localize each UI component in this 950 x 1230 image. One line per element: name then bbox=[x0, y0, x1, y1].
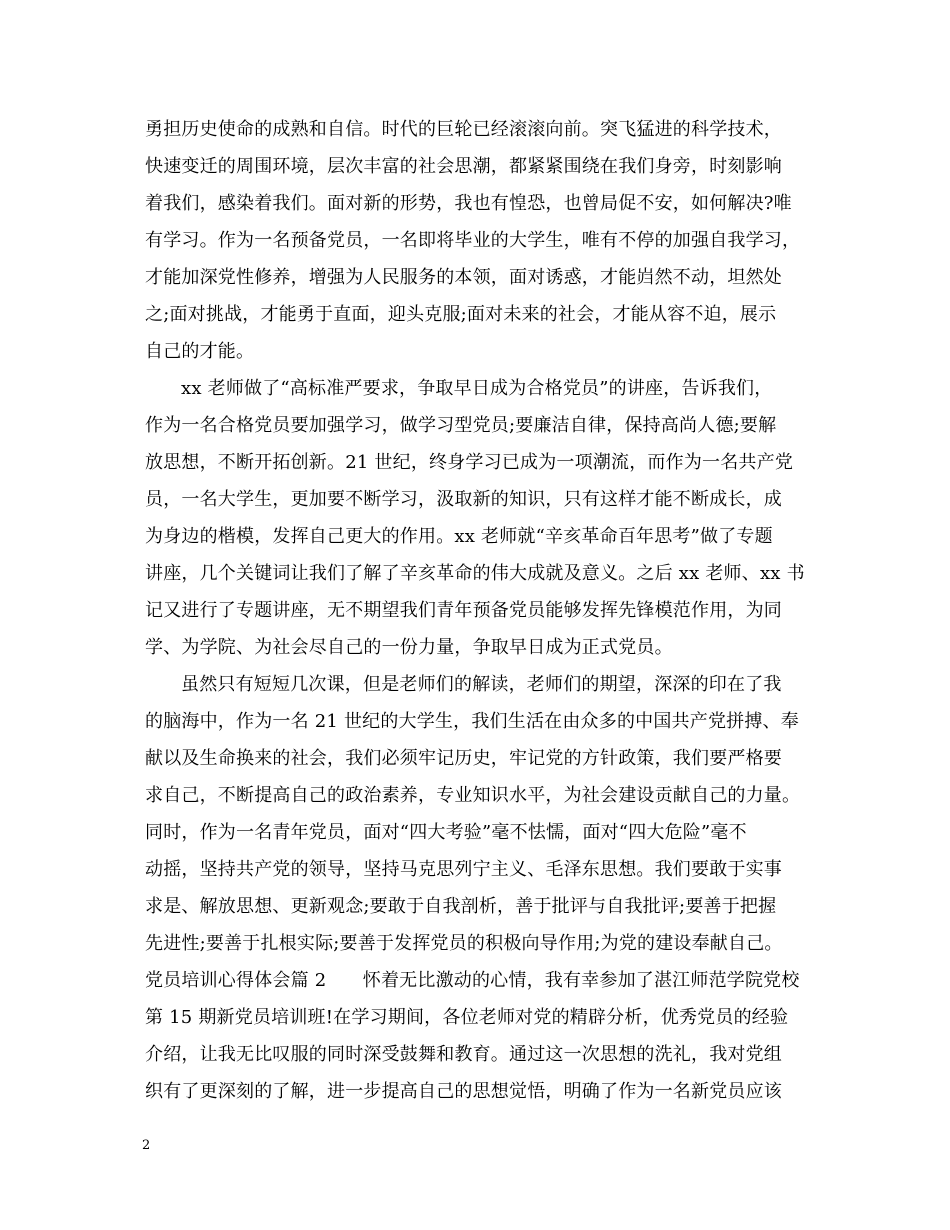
page-number: 2 bbox=[142, 1138, 151, 1153]
text-line: 才能加深党性修养，增强为人民服务的本领，面对诱惑，才能岿然不动，坦然处 bbox=[145, 267, 782, 288]
text-line: 先进性;要善于扎根实际;要善于发挥党员的积极向导作用;为党的建设奉献自己。 bbox=[145, 933, 783, 954]
text-line: 求自己，不断提高自己的政治素养，专业知识水平，为社会建设贡献自己的力量。 bbox=[145, 785, 801, 806]
text-line: 第 15 期新党员培训班!在学习期间，各位老师对党的精辟分析，优秀党员的经验 bbox=[145, 1007, 789, 1028]
text-line: 勇担历史使命的成熟和自信。时代的巨轮已经滚滚向前。突飞猛进的科学技术， bbox=[145, 119, 782, 140]
text-line: 织有了更深刻的了解，进一步提高自己的思想觉悟，明确了作为一名新党员应该 bbox=[145, 1081, 782, 1102]
text-line: 自己的才能。 bbox=[145, 341, 255, 362]
text-line: 介绍，让我无比叹服的同时深受鼓舞和教育。通过这一次思想的洗礼，我对党组 bbox=[145, 1044, 782, 1065]
text-line: 的脑海中，作为一名 21 世纪的大学生，我们生活在由众多的中国共产党拼搏、奉 bbox=[145, 711, 799, 732]
text-line: 快速变迁的周围环境，层次丰富的社会思潮，都紧紧围绕在我们身旁，时刻影响 bbox=[145, 156, 782, 177]
text-line: 记又进行了专题讲座，无不期望我们青年预备党员能够发挥先锋模范作用，为同 bbox=[145, 600, 782, 621]
text-line: xx 老师做了“高标准严要求，争取早日成为合格党员”的讲座，告诉我们， bbox=[181, 378, 773, 399]
text-line: 作为一名合格党员要加强学习，做学习型党员;要廉洁自律，保持高尚人德;要解 bbox=[145, 415, 777, 436]
text-line: 员，一名大学生，更加要不断学习，汲取新的知识，只有这样才能不断成长，成 bbox=[145, 489, 782, 510]
text-line: 求是、解放思想、更新观念;要敢于自我剖析，善于批评与自我批评;要善于把握 bbox=[145, 896, 777, 917]
text-line: 之;面对挑战，才能勇于直面，迎头克服;面对未来的社会，才能从容不迫，展示 bbox=[145, 304, 777, 325]
text-line: 献以及生命换来的社会，我们必须牢记历史，牢记党的方针政策，我们要严格要 bbox=[145, 748, 782, 769]
text-line: 讲座，几个关键词让我们了解了辛亥革命的伟大成就及意义。之后 xx 老师、xx 书 bbox=[145, 563, 805, 584]
text-line: 放思想，不断开拓创新。21 世纪，终身学习已成为一项潮流，而作为一名共产党 bbox=[145, 452, 794, 473]
text-line: 同时，作为一名青年党员，面对“四大考验”毫不怯懦，面对“四大危险”毫不 bbox=[145, 822, 747, 843]
text-line: 动摇，坚持共产党的领导，坚持马克思列宁主义、毛泽东思想。我们要敢于实事 bbox=[145, 859, 782, 880]
text-line: 虽然只有短短几次课，但是老师们的解读，老师们的期望，深深的印在了我 bbox=[181, 674, 782, 695]
text-line: 党员培训心得体会篇 2 怀着无比激动的心情，我有幸参加了湛江师范学院党校 bbox=[145, 970, 800, 991]
text-line: 有学习。作为一名预备党员，一名即将毕业的大学生，唯有不停的加强自我学习， bbox=[145, 230, 801, 251]
text-line: 为身边的楷模，发挥自己更大的作用。xx 老师就“辛亥革命百年思考”做了专题 bbox=[145, 526, 773, 547]
text-line: 学、为学院、为社会尽自己的一份力量，争取早日成为正式党员。 bbox=[145, 637, 673, 658]
text-line: 着我们，感染着我们。面对新的形势，我也有惶恐，也曾局促不安，如何解决?唯 bbox=[145, 193, 792, 214]
